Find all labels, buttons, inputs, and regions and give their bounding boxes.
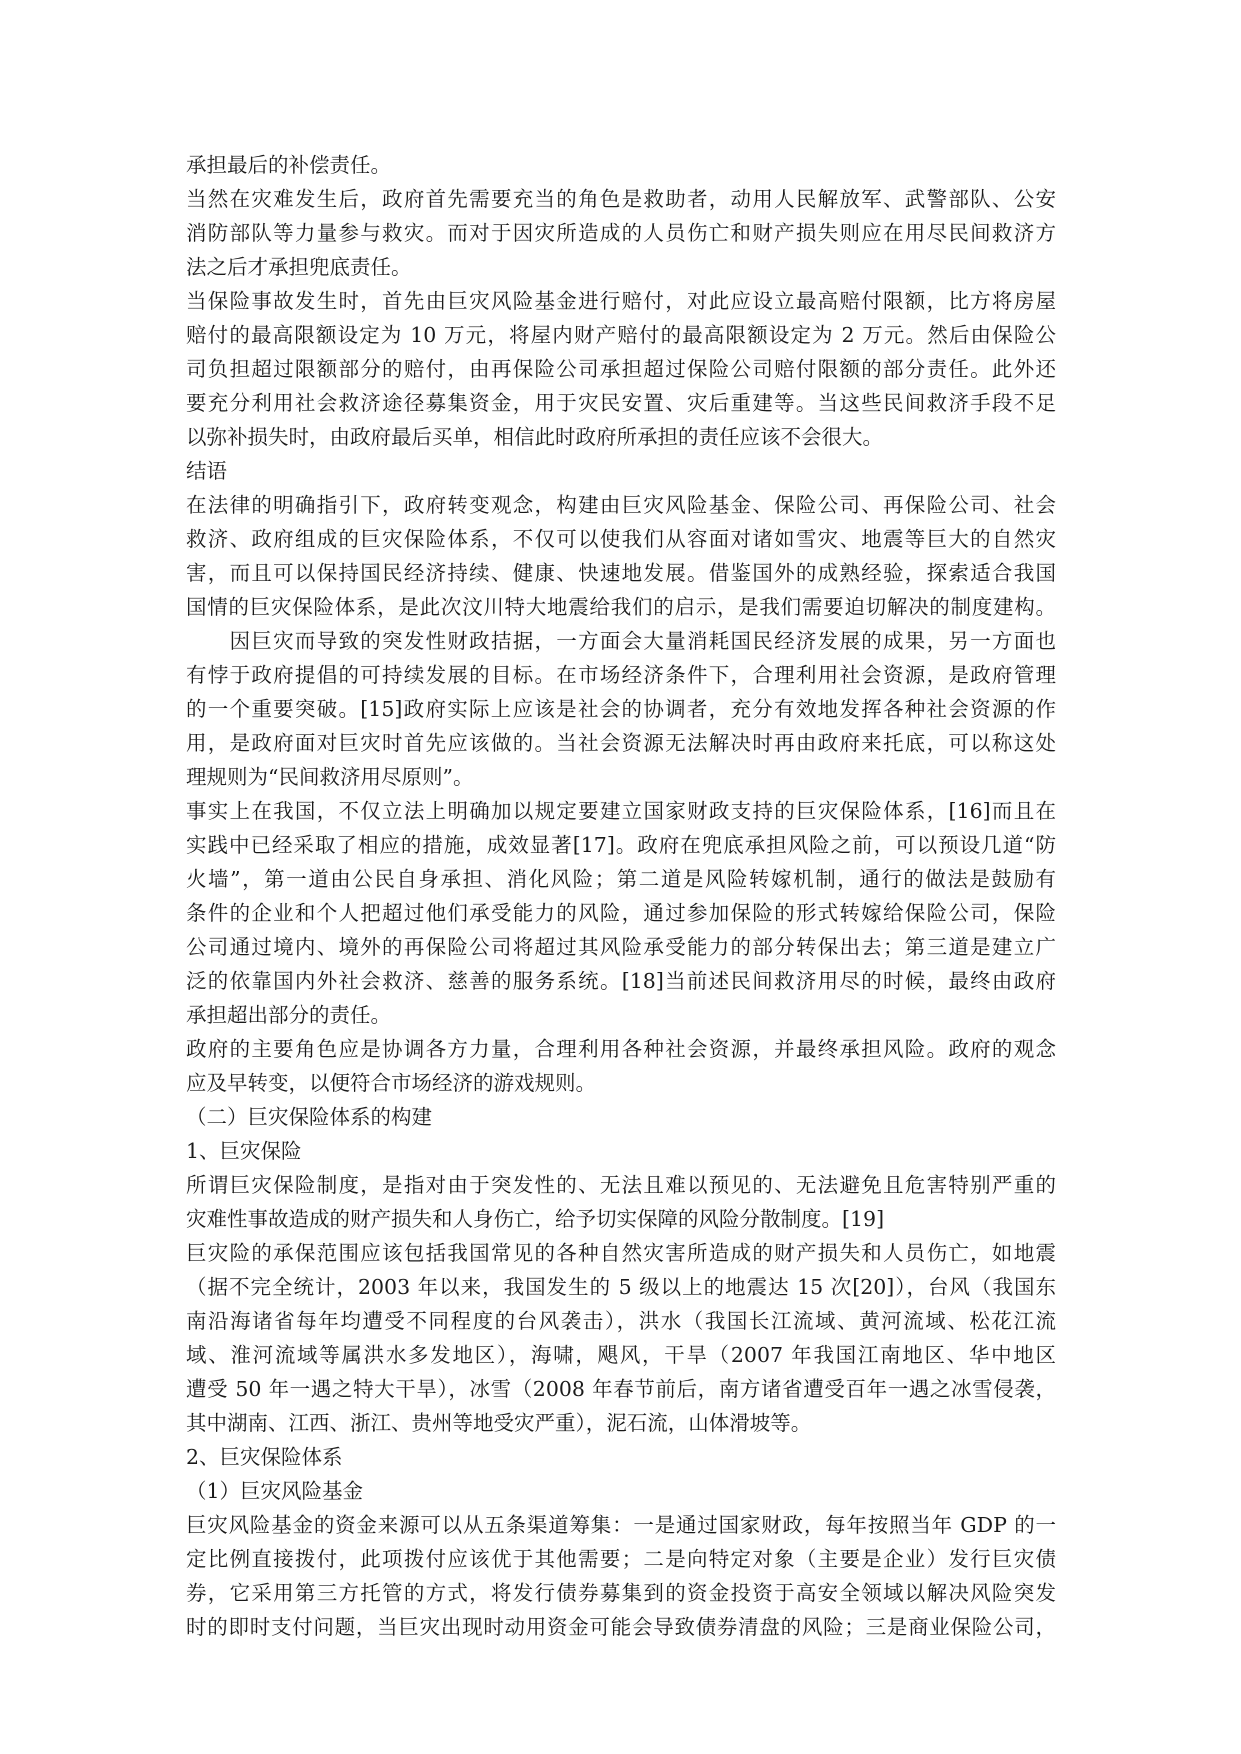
text-line: 用，是政府面对巨灾时首先应该做的。当社会资源无法解决时再由政府来托底，可以称这处 xyxy=(186,731,1056,755)
text-line: 条件的企业和个人把超过他们承受能力的风险，通过参加保险的形式转嫁给保险公司，保险 xyxy=(186,901,1056,925)
text-line: 消防部队等力量参与救灾。而对于因灾所造成的人员伤亡和财产损失则应在用尽民间救济方 xyxy=(186,221,1056,245)
text-line: 有悖于政府提倡的可持续发展的目标。在市场经济条件下，合理利用社会资源，是政府管理 xyxy=(186,663,1056,687)
text-line: （1）巨灾风险基金 xyxy=(186,1479,364,1503)
text-line: 因巨灾而导致的突发性财政拮据，一方面会大量消耗国民经济发展的成果，另一方面也 xyxy=(186,629,1056,653)
text-line: 1、巨灾保险 xyxy=(186,1139,302,1163)
text-line: 司负担超过限额部分的赔付，由再保险公司承担超过保险公司赔付限额的部分责任。此外还 xyxy=(186,357,1056,381)
text-line: 要充分利用社会救济途径募集资金，用于灾民安置、灾后重建等。当这些民间救济手段不足 xyxy=(186,391,1056,415)
text-line: （据不完全统计，2003 年以来，我国发生的 5 级以上的地震达 15 次[20]），台风（我国东 xyxy=(186,1275,1056,1299)
text-line: 结语 xyxy=(186,459,227,483)
text-line: 事实上在我国，不仅立法上明确加以规定要建立国家财政支持的巨灾保险体系，[16]而且在 xyxy=(186,799,1056,823)
text-line: 赔付的最高限额设定为 10 万元，将屋内财产赔付的最高限额设定为 2 万元。然后由保险公 xyxy=(186,323,1056,347)
text-line: 域、淮河流域等属洪水多发地区），海啸，飓风，干旱（2007 年我国江南地区、华中地区 xyxy=(186,1343,1056,1367)
text-line: 的一个重要突破。[15]政府实际上应该是社会的协调者，充分有效地发挥各种社会资源的作 xyxy=(186,697,1056,721)
text-line: 救济、政府组成的巨灾保险体系，不仅可以使我们从容面对诸如雪灾、地震等巨大的自然灾 xyxy=(186,527,1056,551)
text-line: 遭受 50 年一遇之特大干旱），冰雪（2008 年春节前后，南方诸省遭受百年一遇之冰雪侵袭， xyxy=(186,1377,1056,1401)
text-line: 巨灾险的承保范围应该包括我国常见的各种自然灾害所造成的财产损失和人员伤亡，如地震 xyxy=(186,1241,1056,1265)
text-line: 承担超出部分的责任。 xyxy=(186,1003,391,1027)
text-line: 其中湖南、江西、浙江、贵州等地受灾严重），泥石流，山体滑坡等。 xyxy=(186,1411,812,1435)
text-line: 券，它采用第三方托管的方式，将发行债券募集到的资金投资于高安全领域以解决风险突发 xyxy=(186,1581,1056,1605)
text-line: 所谓巨灾保险制度，是指对由于突发性的、无法且难以预见的、无法避免且危害特别严重的 xyxy=(186,1173,1056,1197)
text-line: 当然在灾难发生后，政府首先需要充当的角色是救助者，动用人民解放军、武警部队、公安 xyxy=(186,187,1056,211)
text-line: 理规则为“民间救济用尽原则”。 xyxy=(186,765,474,789)
text-line: 当保险事故发生时，首先由巨灾风险基金进行赔付，对此应设立最高赔付限额，比方将房屋 xyxy=(186,289,1056,313)
text-line: 巨灾风险基金的资金来源可以从五条渠道筹集：一是通过国家财政，每年按照当年 GDP 的一 xyxy=(186,1513,1056,1537)
text-line: 公司通过境内、境外的再保险公司将超过其风险承受能力的部分转保出去；第三道是建立广 xyxy=(186,935,1056,959)
text-line: 害，而且可以保持国民经济持续、健康、快速地发展。借鉴国外的成熟经验，探索适合我国 xyxy=(186,561,1056,585)
text-line: 实践中已经采取了相应的措施，成效显著[17]。政府在兜底承担风险之前，可以预设几道“防 xyxy=(186,833,1056,857)
document-page xyxy=(186,148,1056,1644)
text-line: 南沿海诸省每年均遭受不同程度的台风袭击），洪水（我国长江流域、黄河流域、松花江流 xyxy=(186,1309,1056,1333)
text-line: 承担最后的补偿责任。 xyxy=(186,153,391,177)
text-line: 在法律的明确指引下，政府转变观念，构建由巨灾风险基金、保险公司、再保险公司、社会 xyxy=(186,493,1056,517)
text-line: 国情的巨灾保险体系，是此次汶川特大地震给我们的启示，是我们需要迫切解决的制度建构。 xyxy=(186,595,1056,619)
text-line: 政府的主要角色应是协调各方力量，合理利用各种社会资源，并最终承担风险。政府的观念 xyxy=(186,1037,1056,1061)
text-line: 以弥补损失时，由政府最后买单，相信此时政府所承担的责任应该不会很大。 xyxy=(186,425,883,449)
text-line: 泛的依靠国内外社会救济、慈善的服务系统。[18]当前述民间救济用尽的时候，最终由政府 xyxy=(186,969,1056,993)
text-line: 灾难性事故造成的财产损失和人身伤亡，给予切实保障的风险分散制度。[19] xyxy=(186,1207,885,1231)
text-line: （二）巨灾保险体系的构建 xyxy=(186,1105,432,1129)
text-line: 定比例直接拨付，此项拨付应该优于其他需要；二是向特定对象（主要是企业）发行巨灾债 xyxy=(186,1547,1056,1571)
text-line: 时的即时支付问题，当巨灾出现时动用资金可能会导致债券清盘的风险；三是商业保险公司， xyxy=(186,1615,1056,1639)
text-line: 法之后才承担兜底责任。 xyxy=(186,255,412,279)
text-line: 2、巨灾保险体系 xyxy=(186,1445,343,1469)
text-line: 火墙”，第一道由公民自身承担、消化风险；第二道是风险转嫁机制，通行的做法是鼓励有 xyxy=(186,867,1056,891)
text-line: 应及早转变，以便符合市场经济的游戏规则。 xyxy=(186,1071,596,1095)
